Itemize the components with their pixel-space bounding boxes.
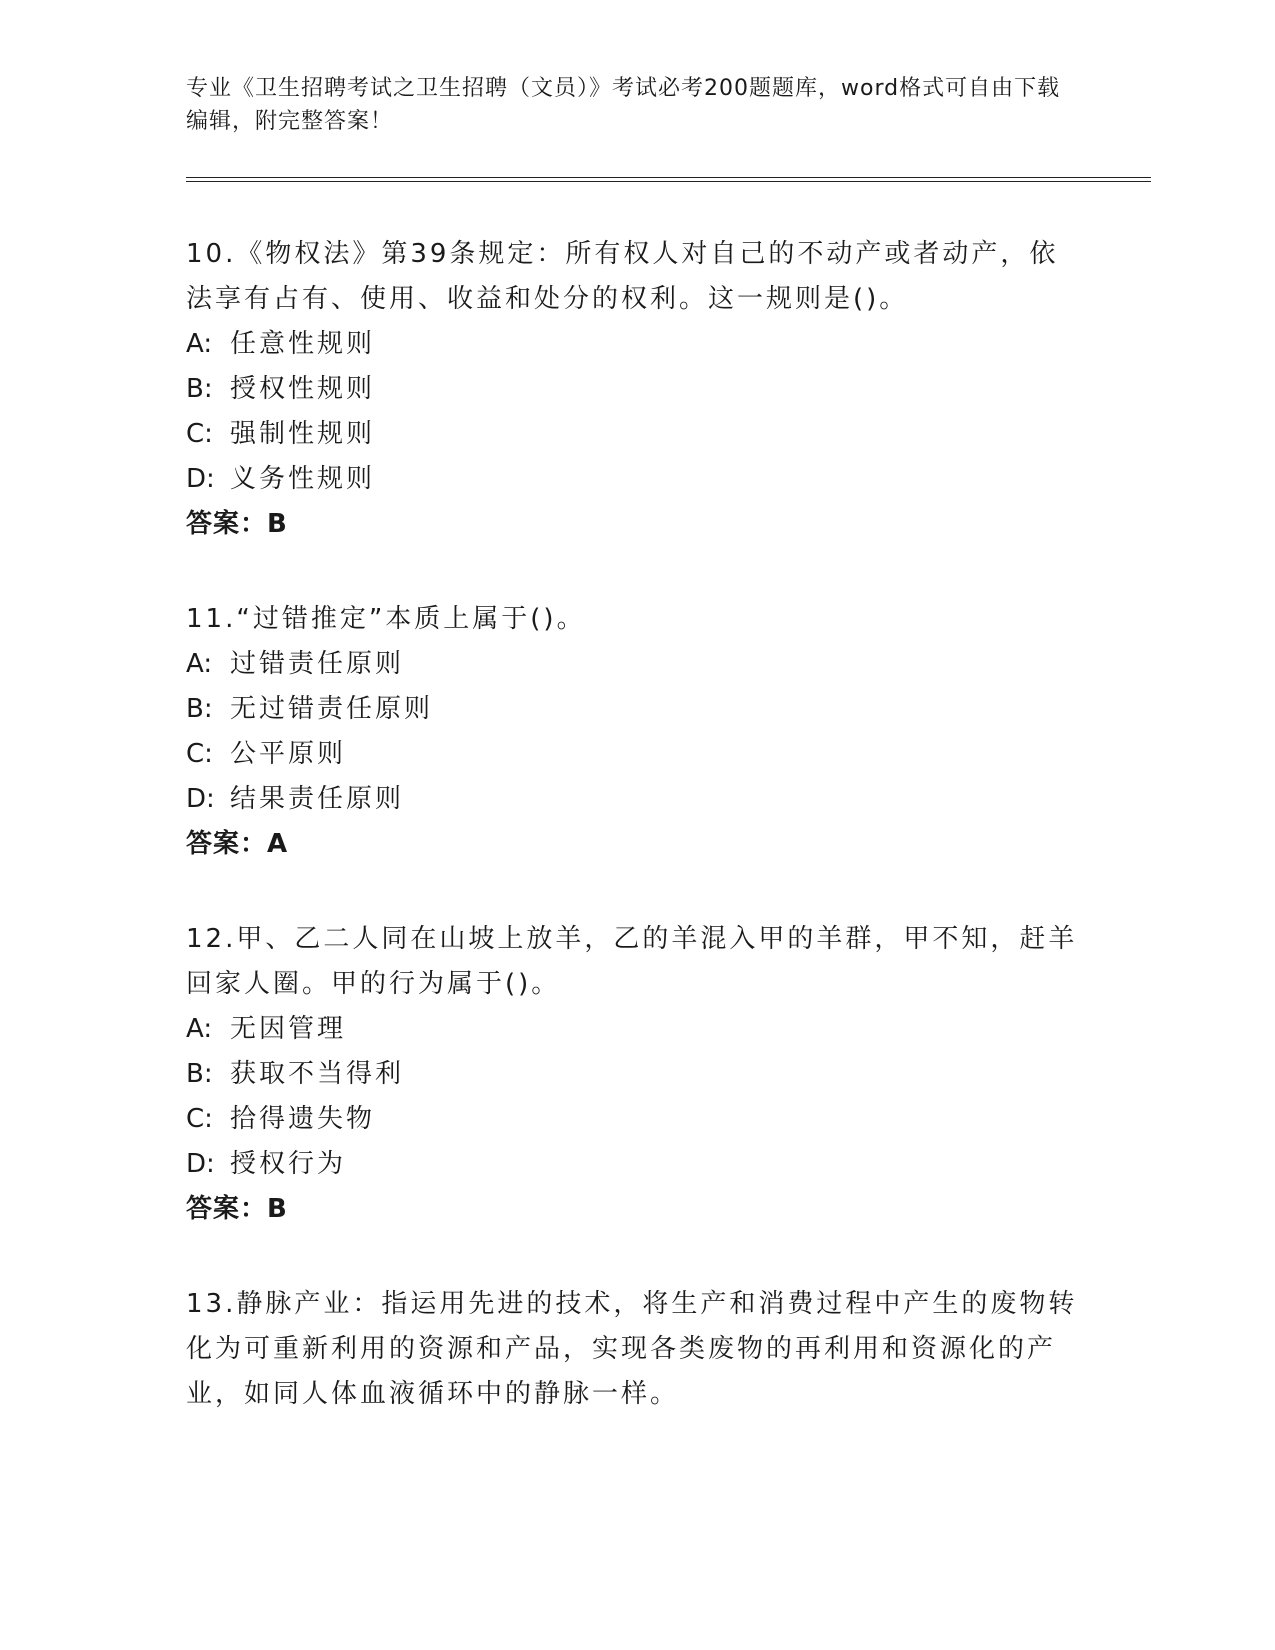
option-text: 获取不当得利 [230,1059,405,1089]
option-a [186,322,1086,367]
option-text: 无过错责任原则 [230,694,434,724]
header-rule-bottom [186,181,1151,182]
answer-line: 答案：B [186,509,288,539]
spacer [186,867,1086,917]
document-header: 专业《卫生招聘考试之卫生招聘（文员）》考试必考200题题库，word格式可自由下载编辑，附完整答案！ [186,76,1061,134]
option-text: 授权性规则 [230,374,376,404]
option-text: 无因管理 [230,1014,347,1044]
option-text: 授权行为 [230,1149,347,1179]
option-text: 任意性规则 [230,329,376,359]
question-10 [186,232,1086,547]
option-letter: B: [186,1059,213,1089]
option-d [186,1142,1086,1187]
question-stem: 13.静脉产业：指运用先进的技术，将生产和消费过程中产生的废物转化为可重新利用的资源和产品，实现各类废物的再利用和资源化的产业，如同人体血液循环中的静脉一样。 [186,1289,1078,1409]
option-letter: D: [186,1149,215,1179]
spacer [186,1232,1086,1282]
question-stem: 10.《物权法》第39条规定：所有权人对自己的不动产或者动产，依法享有占有、使用、收益和处分的权利。这一规则是()。 [186,239,1059,314]
option-text: 强制性规则 [230,419,376,449]
option-a [186,642,1086,687]
answer-line: 答案：A [186,829,289,859]
question-11 [186,597,1086,867]
option-b [186,367,1086,412]
option-letter: D: [186,464,215,494]
option-c [186,732,1086,777]
option-letter: A: [186,1014,213,1044]
option-text: 公平原则 [230,739,347,769]
option-letter: D: [186,784,215,814]
question-13 [186,1282,1086,1417]
option-text: 过错责任原则 [230,649,405,679]
option-c [186,412,1086,457]
option-b [186,1052,1086,1097]
question-stem: 12.甲、乙二人同在山坡上放羊，乙的羊混入甲的羊群，甲不知，赶羊回家人圈。甲的行为属于()。 [186,924,1078,999]
option-c [186,1097,1086,1142]
option-text: 结果责任原则 [230,784,405,814]
option-letter: B: [186,374,213,404]
question-list [186,232,1086,1417]
option-a [186,1007,1086,1052]
question-stem: 11.“过错推定”本质上属于()。 [186,604,586,634]
option-letter: A: [186,329,213,359]
option-b [186,687,1086,732]
option-d [186,457,1086,502]
option-text: 拾得遗失物 [230,1104,376,1134]
option-letter: A: [186,649,213,679]
option-letter: C: [186,1104,213,1134]
question-12 [186,917,1086,1232]
option-letter: C: [186,739,213,769]
answer-line: 答案：B [186,1194,288,1224]
spacer [186,547,1086,597]
option-text: 义务性规则 [230,464,376,494]
option-letter: B: [186,694,213,724]
option-d [186,777,1086,822]
option-letter: C: [186,419,213,449]
header-rule-top [186,177,1151,178]
